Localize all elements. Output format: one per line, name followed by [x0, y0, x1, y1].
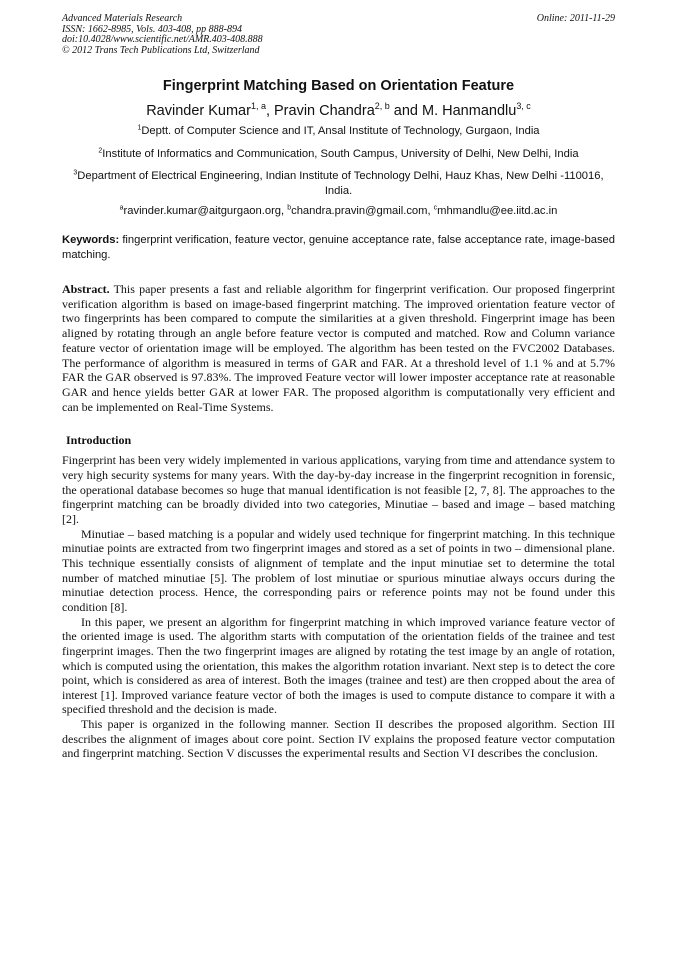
affiliation-text: Department of Electrical Engineering, Indian Institute of Technology Delhi, Hauz Khas, New Delhi -110016, India.	[77, 170, 604, 197]
journal-info	[62, 14, 263, 56]
author-emails	[62, 205, 615, 217]
body-paragraph: Fingerprint has been very widely implemented in various applications, varying from time and attendance system to very high security systems for many years. With the day-by-day increase in the fingerprint recognition in forensic, the operational database becomes so huge that manual identification is not feasible [2, 7, 8]. The approaches to the fingerprint matching can be broadly divided into two categories, Minutiae – based and image – based matching [2].	[62, 453, 615, 526]
author-affiliation-marker: 1, a	[250, 101, 266, 112]
online-date: Online: 2011-11-29	[536, 13, 615, 24]
journal-name: Advanced Materials Research	[62, 13, 183, 24]
affiliation-marker: 2	[98, 146, 103, 154]
author-separator: and	[389, 103, 423, 119]
keywords-text: fingerprint verification, feature vector, genuine acceptance rate, false acceptance rate, image-based matching.	[62, 234, 615, 261]
email-address[interactable]: chandra.pravin@gmail.com	[291, 205, 428, 217]
affiliation	[62, 169, 615, 198]
copyright-line: © 2012 Trans Tech Publications Ltd, Switzerland	[62, 44, 260, 56]
affiliation-text: Deptt. of Computer Science and IT, Ansal Institute of Technology, Gurgaon, India	[141, 125, 540, 137]
keywords-label: Keywords:	[62, 234, 120, 246]
author-name: Pravin Chandra	[274, 103, 375, 119]
author-affiliation-marker: 3, c	[516, 101, 531, 112]
email-marker: c	[433, 204, 438, 212]
body-paragraph: This paper is organized in the following manner. Section II describes the proposed algorithm. Section III describes the alignment of images about core point. Section IV explains the proposed feature vector computation and fingerprint matching. Section V discusses the experimental results and Section VI describes the conclusion.	[62, 717, 615, 761]
doi-line: doi:10.4028/www.scientific.net/AMR.403-408.888	[62, 34, 263, 45]
section-heading-introduction: Introduction	[66, 433, 132, 448]
author-list	[62, 103, 615, 119]
affiliation-marker: 1	[137, 124, 142, 132]
email-separator: ,	[427, 205, 434, 217]
author-name: Ravinder Kumar	[146, 103, 251, 119]
paper-title: Fingerprint Matching Based on Orientation Feature	[162, 78, 515, 94]
email-separator: ,	[281, 205, 288, 217]
affiliation-marker: 3	[73, 169, 78, 177]
keywords	[62, 233, 615, 262]
affiliation	[62, 124, 615, 139]
affiliation	[62, 147, 615, 162]
author-affiliation-marker: 2, b	[374, 101, 390, 112]
abstract-text: This paper presents a fast and reliable algorithm for fingerprint verification. Our proposed fingerprint verification algorithm is based on image-based fingerprint matching. The improved orientation feature vector of two fingerprints has been compared to compute the similarities at a given threshold. Fingerprint image has been aligned by rotating through an angle before feature vector is computed and matched. Row and Column variance feature vector of orientation image will be employed. The algorithm has been tested on the FVC2002 Databases. The performance of algorithm is measured in terms of GAR and FAR. At a threshold level of 1.1 % and at 5.7% FAR the GAR observed is 97.83%. The improved Feature vector will lower imposter acceptance rate at reasonable GAR and hence yields better GAR at lower FAR. The proposed algorithm is computationally very efficient and can be implemented on Real-Time Systems.	[62, 282, 615, 414]
paper-page	[62, 14, 615, 761]
abstract-label: Abstract.	[62, 282, 110, 296]
email-address[interactable]: ravinder.kumar@aitgurgaon.org	[123, 205, 282, 217]
author-name: M. Hanmandlu	[422, 103, 517, 119]
abstract	[62, 282, 615, 414]
issn-line: ISSN: 1662-8985, Vols. 403-408, pp 888-894	[62, 23, 242, 35]
affiliation-text: Institute of Informatics and Communication, South Campus, University of Delhi, New Delhi, India	[102, 147, 579, 160]
author-separator: ,	[265, 103, 275, 119]
email-marker: a	[119, 204, 124, 212]
email-address[interactable]: mhmandlu@ee.iitd.ac.in	[437, 205, 558, 217]
email-marker: b	[287, 204, 292, 212]
body-paragraph: Minutiae – based matching is a popular and widely used technique for fingerprint matching. In this technique minutiae points are extracted from two fingerprint images and stored as a set of points in two – dimensional plane. This technique essentially consists of alignment of template and the input minutiae set to determine the total number of matched minutiae [5]. The problem of lost minutiae or spurious minutiae always occurs during the minutiae detection process. Hence, the corresponding pairs or reference points may not be found under this condition [8].	[62, 526, 615, 614]
body-paragraph: In this paper, we present an algorithm for fingerprint matching in which improved variance feature vector of the oriented image is used. The algorithm starts with computation of the orientation fields of the trainee and test fingerprint images. Then the two fingerprint images are aligned by rotating the test image by an angle of rotation, which is computed using the orientation, this makes the algorithm rotation invariant. Next step is to detect the core point, which is considered as area of interest. Both the images (trainee and test) are then cropped about the area of interest [1]. Improved variance feature vector of both the images is used to compute distance to compare it with a specified threshold and the decision is made.	[62, 614, 615, 717]
journal-header	[62, 14, 615, 66]
